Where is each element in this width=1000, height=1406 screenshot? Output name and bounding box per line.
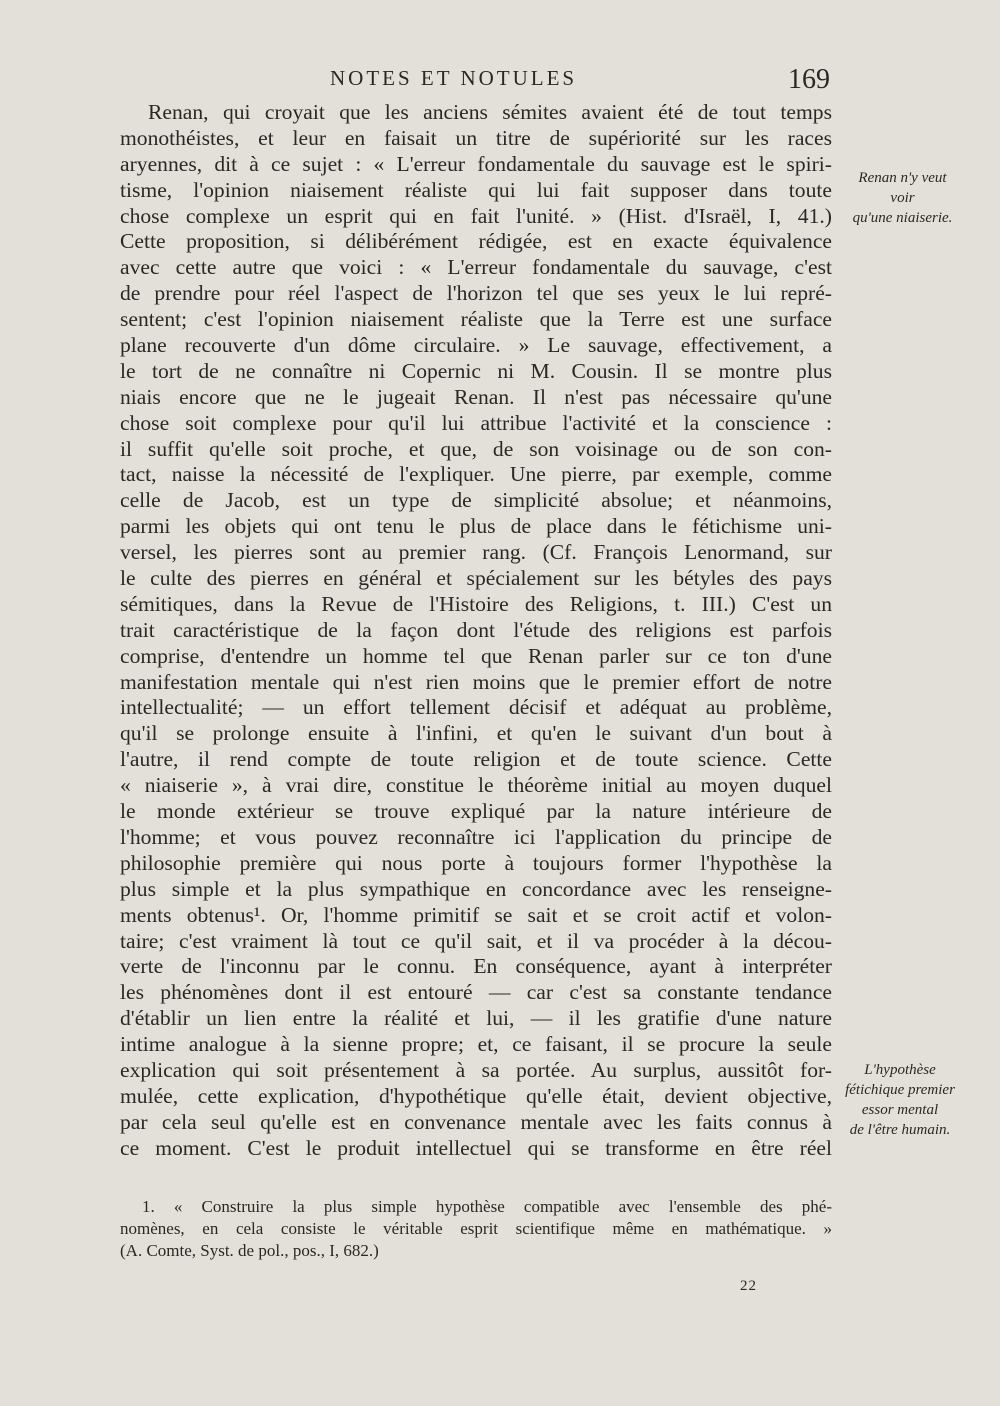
footnote-line: (A. Comte, Syst. de pol., pos., I, 682.): [120, 1241, 379, 1260]
text-line: parmi les objets qui ont tenu le plus de place dans le fétichisme uni-: [120, 514, 832, 539]
text-line: intellectualité; — un effort tellement décisif et adéquat au problème,: [120, 695, 832, 720]
footnote-line: nomènes, en cela consiste le véritable esprit scientifique même en mathématique. »: [120, 1219, 832, 1238]
text-line: qu'il se prolonge ensuite à l'infini, et qu'en le suivant d'un bout à: [120, 721, 832, 746]
text-line: ments obtenus¹. Or, l'homme primitif se sait et se croit actif et volon-: [120, 902, 832, 927]
text-line: versel, les pierres sont au premier rang. (Cf. François Lenormand, sur: [120, 540, 832, 565]
text-line: sémitiques, dans la Revue de l'Histoire des Religions, t. III.) C'est un: [120, 591, 832, 616]
signature-mark: 22: [740, 1278, 757, 1294]
text-line: l'homme; et vous pouvez reconnaître ici l'application du principe de: [120, 824, 832, 849]
margin-note-line: essor mental: [861, 1102, 939, 1118]
text-line: le culte des pierres en général et spécialement sur les bétyles des pays: [120, 566, 832, 591]
text-line: Renan, qui croyait que les anciens sémites avaient été de tout temps: [148, 100, 832, 124]
text-line: ce moment. C'est le produit intellectuel qui se transforme en être réel: [120, 1135, 832, 1160]
margin-note-renan: [840, 168, 965, 228]
margin-note-line: L'hypothèse: [864, 1062, 936, 1078]
text-line: plus simple et la plus sympathique en concordance avec les renseigne-: [120, 876, 832, 901]
text-line: chose soit complexe pour qu'il lui attribue l'activité et la conscience :: [120, 410, 832, 435]
text-line: « niaiserie », à vrai dire, constitue le théorème initial au moyen duquel: [120, 773, 832, 798]
text-line: tisme, l'opinion niaisement réaliste qui lui fait supposer dans toute: [120, 177, 832, 202]
text-line: le tort de ne connaître ni Copernic ni M. Cousin. Il se montre plus: [120, 358, 832, 383]
margin-note-line: de l'être humain.: [849, 1122, 951, 1138]
text-line: comprise, d'entendre un homme tel que Renan parler sur ce ton d'une: [120, 643, 832, 668]
footnote-line: 1. « Construire la plus simple hypothèse compatible avec l'ensemble des phé-: [142, 1197, 832, 1216]
body-text: [120, 100, 832, 1162]
text-line: monothéistes, et leur en faisait un titre de supériorité sur les races: [120, 125, 832, 150]
text-line: le monde extérieur se trouve expliqué par la nature intérieure de: [120, 799, 832, 824]
page-number: 169: [788, 64, 830, 95]
text-line: sentent; c'est l'opinion niaisement réaliste que la Terre est une surface: [120, 307, 832, 332]
text-line: avec cette autre que voici : « L'erreur fondamentale du sauvage, c'est: [120, 255, 832, 280]
text-line: aryennes, dit à ce sujet : « L'erreur fondamentale du sauvage est le spiri-: [120, 151, 832, 176]
margin-note-line: voir: [890, 190, 915, 206]
text-line: explication qui soit présentement à sa portée. Au surplus, aussitôt for-: [120, 1057, 832, 1082]
footnote: [120, 1196, 832, 1262]
text-line: les phénomènes dont il est entouré — car c'est sa constante tendance: [120, 980, 832, 1005]
text-line: intime analogue à la sienne propre; et, ce faisant, il se procure la seule: [120, 1032, 832, 1057]
text-line: celle de Jacob, est un type de simplicité absolue; et néanmoins,: [120, 488, 832, 513]
text-line: Cette proposition, si délibérément rédigée, est en exacte équivalence: [120, 229, 832, 254]
text-line: niais encore que ne le jugeait Renan. Il n'est pas nécessaire qu'une: [120, 384, 832, 409]
text-line: chose complexe un esprit qui en fait l'unité. » (Hist. d'Israël, I, 41.): [120, 203, 832, 228]
text-line: il suffit qu'elle soit proche, et que, de son voisinage ou de son con-: [120, 436, 832, 461]
margin-note-line: Renan n'y veut: [858, 170, 947, 186]
text-line: manifestation mentale qui n'est rien moins que le premier effort de notre: [120, 669, 832, 694]
margin-note-line: fétichique premier: [845, 1082, 955, 1098]
text-line: philosophie première qui nous porte à toujours former l'hypothèse la: [120, 850, 832, 875]
text-line: plane recouverte d'un dôme circulaire. » Le sauvage, effectivement, a: [120, 333, 832, 358]
text-line: mulée, cette explication, d'hypothétique qu'elle était, devient objective,: [120, 1083, 832, 1108]
text-line: l'autre, il rend compte de toute religion et de toute science. Cette: [120, 747, 832, 772]
margin-note-line: qu'une niaiserie.: [852, 210, 953, 226]
text-line: de prendre pour réel l'aspect de l'horizon tel que ses yeux le lui repré-: [120, 281, 832, 306]
text-line: taire; c'est vraiment là tout ce qu'il sait, et il va procéder à la décou-: [120, 928, 832, 953]
text-line: tact, naisse la nécessité de l'expliquer. Une pierre, par exemple, comme: [120, 462, 832, 487]
text-line: verte de l'inconnu par le connu. En conséquence, ayant à interpréter: [120, 954, 832, 979]
text-line: par cela seul qu'elle est en convenance mentale avec les faits connus à: [120, 1109, 832, 1134]
margin-note-hypothese: [836, 1060, 964, 1140]
text-line: d'établir un lien entre la réalité et lui, — il les gratifie d'une nature: [120, 1006, 832, 1031]
text-line: trait caractéristique de la façon dont l'étude des religions est parfois: [120, 617, 832, 642]
running-head: NOTES ET NOTULES: [330, 66, 578, 90]
